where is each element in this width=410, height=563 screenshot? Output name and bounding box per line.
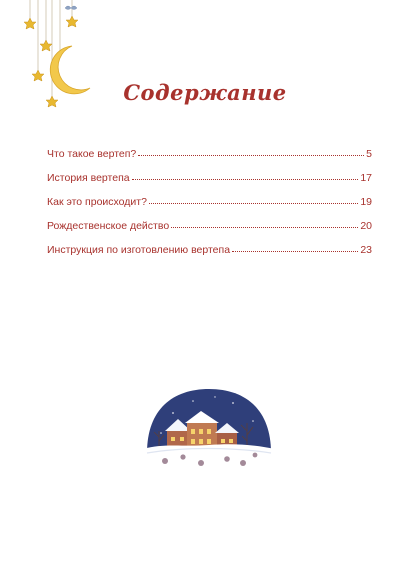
snowy-village-illustration bbox=[143, 383, 275, 475]
toc-entry-label: Инструкция по изготовлению вертепа bbox=[47, 244, 231, 256]
toc-entry-page: 17 bbox=[360, 172, 372, 184]
toc-entry[interactable] bbox=[47, 196, 372, 208]
toc-entry-page: 20 bbox=[360, 220, 372, 232]
toc-entry[interactable] bbox=[47, 220, 372, 232]
toc-entry-label: Что такое вертеп? bbox=[47, 148, 137, 160]
toc-entry[interactable] bbox=[47, 244, 372, 256]
toc-entry-page: 23 bbox=[360, 244, 372, 256]
toc-entry[interactable] bbox=[47, 148, 372, 160]
table-of-contents bbox=[47, 148, 372, 268]
toc-entry-page: 5 bbox=[366, 148, 372, 160]
toc-entry-label: Рождественское действо bbox=[47, 220, 170, 232]
toc-entry-page: 19 bbox=[360, 196, 372, 208]
toc-entry[interactable] bbox=[47, 172, 372, 184]
toc-leader-dots bbox=[149, 195, 358, 204]
toc-leader-dots bbox=[232, 243, 358, 252]
toc-leader-dots bbox=[132, 171, 359, 180]
toc-leader-dots bbox=[138, 147, 364, 156]
toc-entry-label: История вертепа bbox=[47, 172, 130, 184]
toc-entry-label: Как это происходит? bbox=[47, 196, 147, 208]
page-title: Содержание bbox=[123, 80, 287, 105]
toc-leader-dots bbox=[171, 219, 358, 228]
